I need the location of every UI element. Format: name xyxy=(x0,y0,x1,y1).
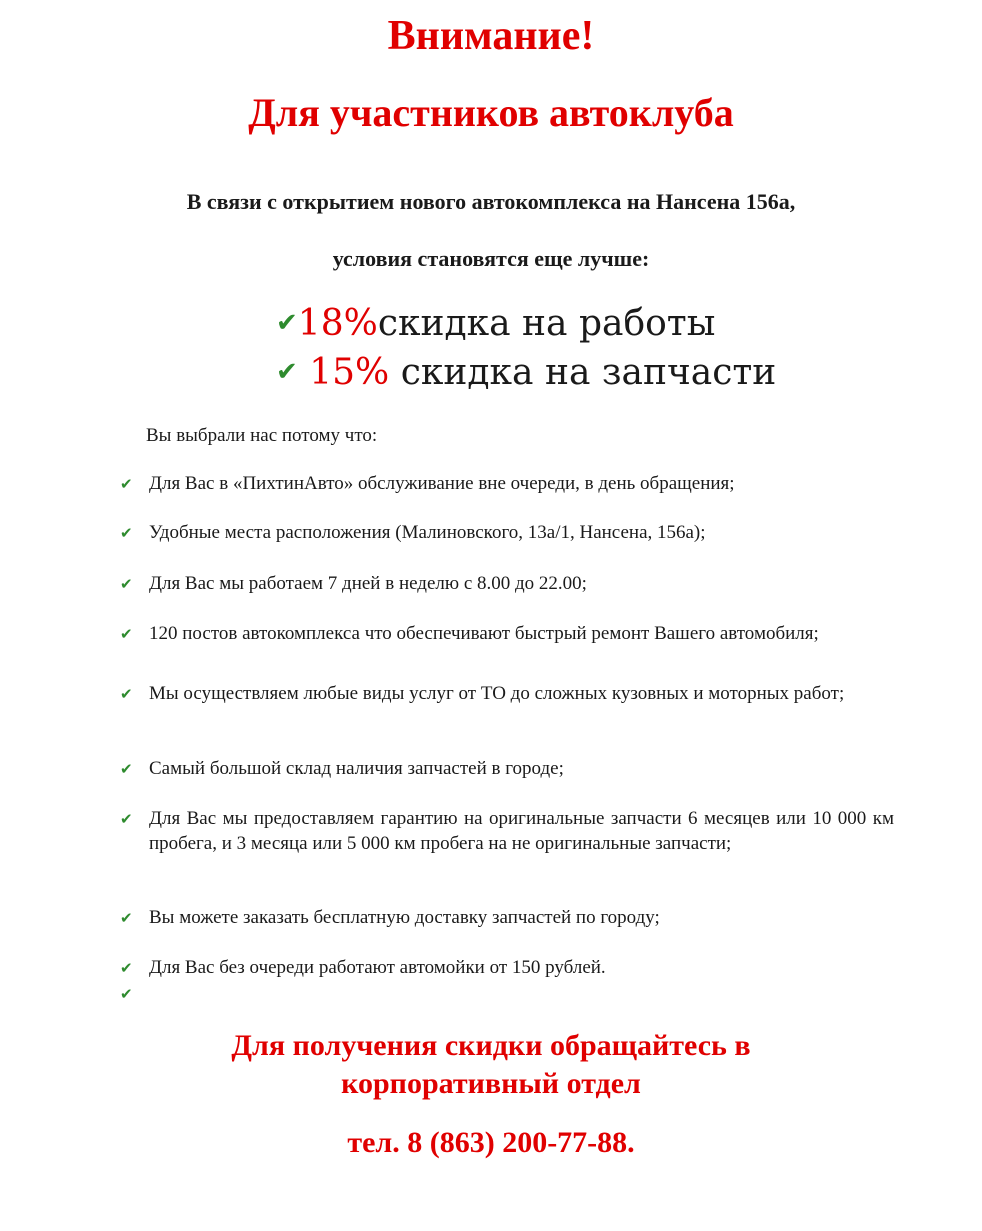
list-item-text: Самый большой склад наличия запчастей в городе; xyxy=(149,758,564,779)
checkmark-icon: ✔ xyxy=(120,810,133,828)
list-item-text: Для Вас мы предоставляем гарантию на оригинальные запчасти 6 месяцев или 10 000 км пробега, и 3 месяца или 5 000 км пробега на не оригинальные запчасти; xyxy=(149,808,894,854)
reasons-lead: Вы выбрали нас потому что: xyxy=(146,425,378,446)
checkmark-icon: ✔ xyxy=(120,685,133,703)
discount-percent: 15% xyxy=(309,352,390,393)
list-item-text: Вы можете заказать бесплатную доставку запчастей по городу; xyxy=(149,907,660,928)
list-item xyxy=(120,621,894,646)
discount-text: скидка на работы xyxy=(377,303,716,344)
list-item-text: Удобные места расположения (Малиновского, 13а/1, Нансена, 156а); xyxy=(149,522,706,543)
discount-parts xyxy=(276,349,776,396)
checkmark-icon: ✔ xyxy=(120,575,133,593)
checkmark-icon: ✔ xyxy=(120,625,133,643)
intro-line-1: В связи с открытием нового автокомплекса на Нансена 156а, xyxy=(186,189,796,214)
list-item xyxy=(120,471,894,496)
checkmark-icon: ✔ xyxy=(276,357,298,387)
checkmark-icon: ✔ xyxy=(120,760,133,778)
list-item xyxy=(120,905,894,930)
discount-works xyxy=(276,300,715,347)
discount-percent: 18% xyxy=(297,303,378,344)
list-item xyxy=(120,681,894,706)
checkmark-icon: ✔ xyxy=(120,475,133,493)
attention-title: Внимание! xyxy=(387,13,595,59)
list-item xyxy=(120,756,894,781)
list-item xyxy=(120,520,894,545)
contact-phone: тел. 8 (863) 200-77-88. xyxy=(347,1126,635,1159)
list-item-text: Для Вас мы работаем 7 дней в неделю с 8.00 до 22.00; xyxy=(149,573,587,594)
list-item xyxy=(120,571,894,596)
list-item xyxy=(120,955,894,980)
checkmark-icon: ✔ xyxy=(120,985,133,1003)
checkmark-icon: ✔ xyxy=(120,524,133,542)
list-item-text: 120 постов автокомплекса что обеспечивают быстрый ремонт Вашего автомобиля; xyxy=(149,623,819,644)
list-item-text: Мы осуществляем любые виды услуг от ТО до сложных кузовных и моторных работ; xyxy=(149,683,845,704)
intro-line-2: условия становятся еще лучше: xyxy=(332,246,650,271)
list-item-text: Для Вас без очереди работают автомойки от 150 рублей. xyxy=(149,957,606,978)
members-title: Для участников автоклуба xyxy=(248,90,734,135)
discount-contact-text xyxy=(0,1027,982,1103)
checkmark-icon: ✔ xyxy=(120,959,133,977)
discount-contact-line: Для получения скидки обращайтесь в корпоративный отдел xyxy=(231,1029,751,1100)
checkmark-icon: ✔ xyxy=(276,308,298,338)
list-item xyxy=(120,806,894,856)
discount-text: скидка на запчасти xyxy=(400,352,777,393)
checkmark-icon: ✔ xyxy=(120,909,133,927)
list-item-text: Для Вас в «ПихтинАвто» обслуживание вне очереди, в день обращения; xyxy=(149,473,735,494)
